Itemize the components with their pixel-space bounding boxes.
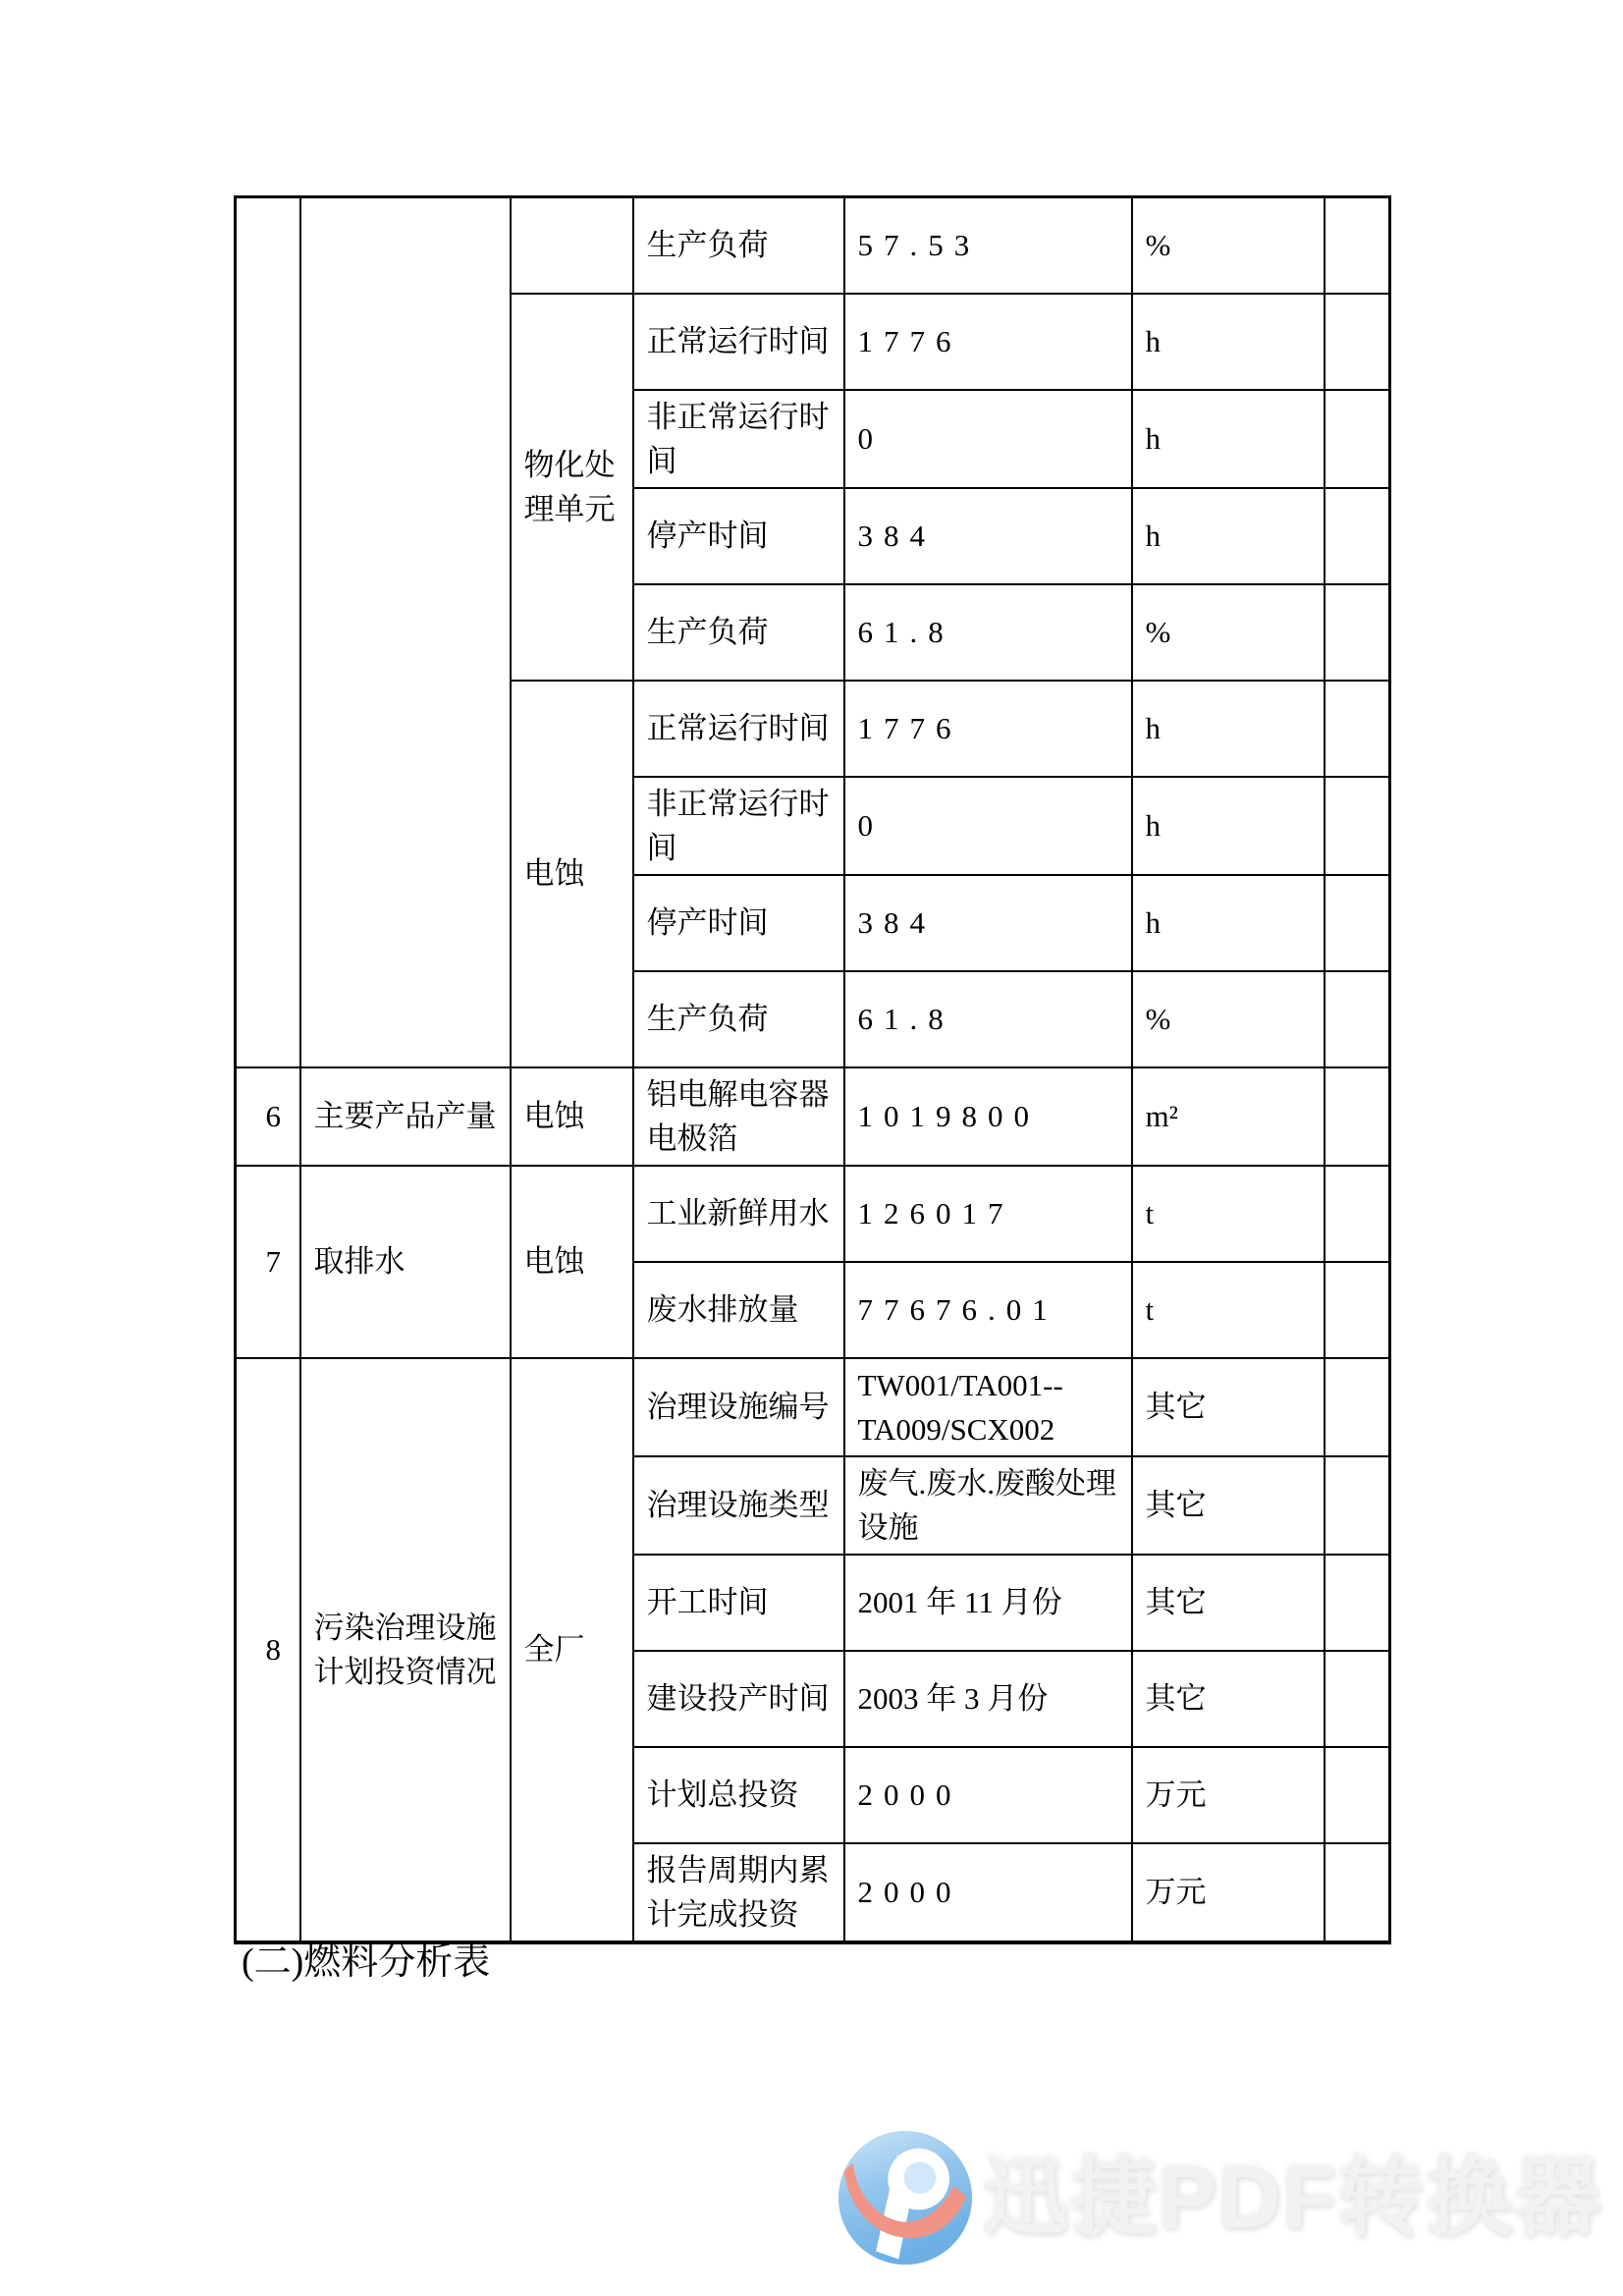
blank-cell [1325,294,1390,390]
group-cell: 电蚀 [511,681,633,1067]
value-cell: 2000 [844,1747,1132,1843]
value-cell: 2001 年 11 月份 [844,1555,1132,1651]
item-cell: 计划总投资 [633,1747,844,1843]
blank-cell [1325,584,1390,681]
table-row-section-8 [236,1358,1390,1456]
row-number: 8 [236,1358,300,1942]
watermark-text: 迅捷PDF转换器 [982,2149,1603,2246]
unit-cell: 其它 [1132,1456,1325,1555]
item-cell: 治理设施编号 [633,1358,844,1456]
blank-cell [1325,1262,1390,1358]
blank-cell [1325,875,1390,971]
unit-cell: t [1132,1262,1325,1358]
unit-cell: % [1132,971,1325,1067]
blank-cell [1325,1555,1390,1651]
item-cell: 生产负荷 [633,584,844,681]
blank-cell [1325,1747,1390,1843]
group-cell: 电蚀 [511,1166,633,1358]
row-number: 6 [236,1067,300,1166]
unit-cell: 其它 [1132,1358,1325,1456]
category-cell: 污染治理设施计划投资情况 [300,1358,511,1942]
row-number: 7 [236,1166,300,1358]
empty-number-cell [236,197,300,1067]
item-cell: 生产负荷 [633,971,844,1067]
table-row [236,197,1390,294]
unit-cell: % [1132,584,1325,681]
blank-cell [1325,681,1390,777]
value-cell: 0 [844,777,1132,875]
group-cell: 物化处理单元 [511,294,633,681]
blank-cell [1325,971,1390,1067]
item-cell: 停产时间 [633,875,844,971]
blank-cell [1325,777,1390,875]
unit-cell: h [1132,488,1325,584]
blank-cell [1325,390,1390,488]
item-cell: 工业新鲜用水 [633,1166,844,1262]
pdf-converter-logo-icon [837,2131,974,2265]
blank-cell [1325,1651,1390,1747]
unit-cell: h [1132,875,1325,971]
unit-cell: 万元 [1132,1843,1325,1942]
unit-cell: 万元 [1132,1747,1325,1843]
item-cell: 报告周期内累计完成投资 [633,1843,844,1942]
section-caption: (二)燃料分析表 [242,1941,491,1983]
unit-cell: m² [1132,1067,1325,1166]
blank-cell [1325,1067,1390,1166]
unit-cell: % [1132,197,1325,294]
item-cell: 正常运行时间 [633,294,844,390]
value-cell: 1019800 [844,1067,1132,1166]
item-cell: 治理设施类型 [633,1456,844,1555]
category-cell: 取排水 [300,1166,511,1358]
item-cell: 生产负荷 [633,197,844,294]
blank-cell [1325,197,1390,294]
value-cell: 384 [844,875,1132,971]
production-report-table [234,195,1391,1944]
value-cell: 2000 [844,1843,1132,1942]
value-cell: 2003 年 3 月份 [844,1651,1132,1747]
unit-cell: t [1132,1166,1325,1262]
unit-cell: h [1132,390,1325,488]
value-cell: 61.8 [844,584,1132,681]
unit-cell: h [1132,294,1325,390]
value-cell: 0 [844,390,1132,488]
value-cell: TW001/TA001--TA009/SCX002 [844,1358,1132,1456]
item-cell: 非正常运行时间 [633,777,844,875]
group-cell: 电蚀 [511,1067,633,1166]
unit-cell: h [1132,777,1325,875]
blank-cell [1325,1358,1390,1456]
item-cell: 非正常运行时间 [633,390,844,488]
category-cell: 主要产品产量 [300,1067,511,1166]
value-cell: 1776 [844,294,1132,390]
unit-cell: 其它 [1132,1555,1325,1651]
blank-cell [1325,1843,1390,1942]
item-cell: 开工时间 [633,1555,844,1651]
value-cell: 57.53 [844,197,1132,294]
empty-group-cell [511,197,633,294]
value-cell: 384 [844,488,1132,584]
unit-cell: 其它 [1132,1651,1325,1747]
blank-cell [1325,1166,1390,1262]
group-cell: 全厂 [511,1358,633,1942]
item-cell: 铝电解电容器电极箔 [633,1067,844,1166]
blank-cell [1325,488,1390,584]
item-cell: 正常运行时间 [633,681,844,777]
table-row-section-7 [236,1166,1390,1262]
value-cell: 77676.01 [844,1262,1132,1358]
value-cell: 废气.废水.废酸处理设施 [844,1456,1132,1555]
value-cell: 61.8 [844,971,1132,1067]
value-cell: 1776 [844,681,1132,777]
item-cell: 废水排放量 [633,1262,844,1358]
unit-cell: h [1132,681,1325,777]
empty-category-cell [300,197,511,1067]
blank-cell [1325,1456,1390,1555]
table-row-section-6 [236,1067,1390,1166]
value-cell: 126017 [844,1166,1132,1262]
item-cell: 建设投产时间 [633,1651,844,1747]
item-cell: 停产时间 [633,488,844,584]
